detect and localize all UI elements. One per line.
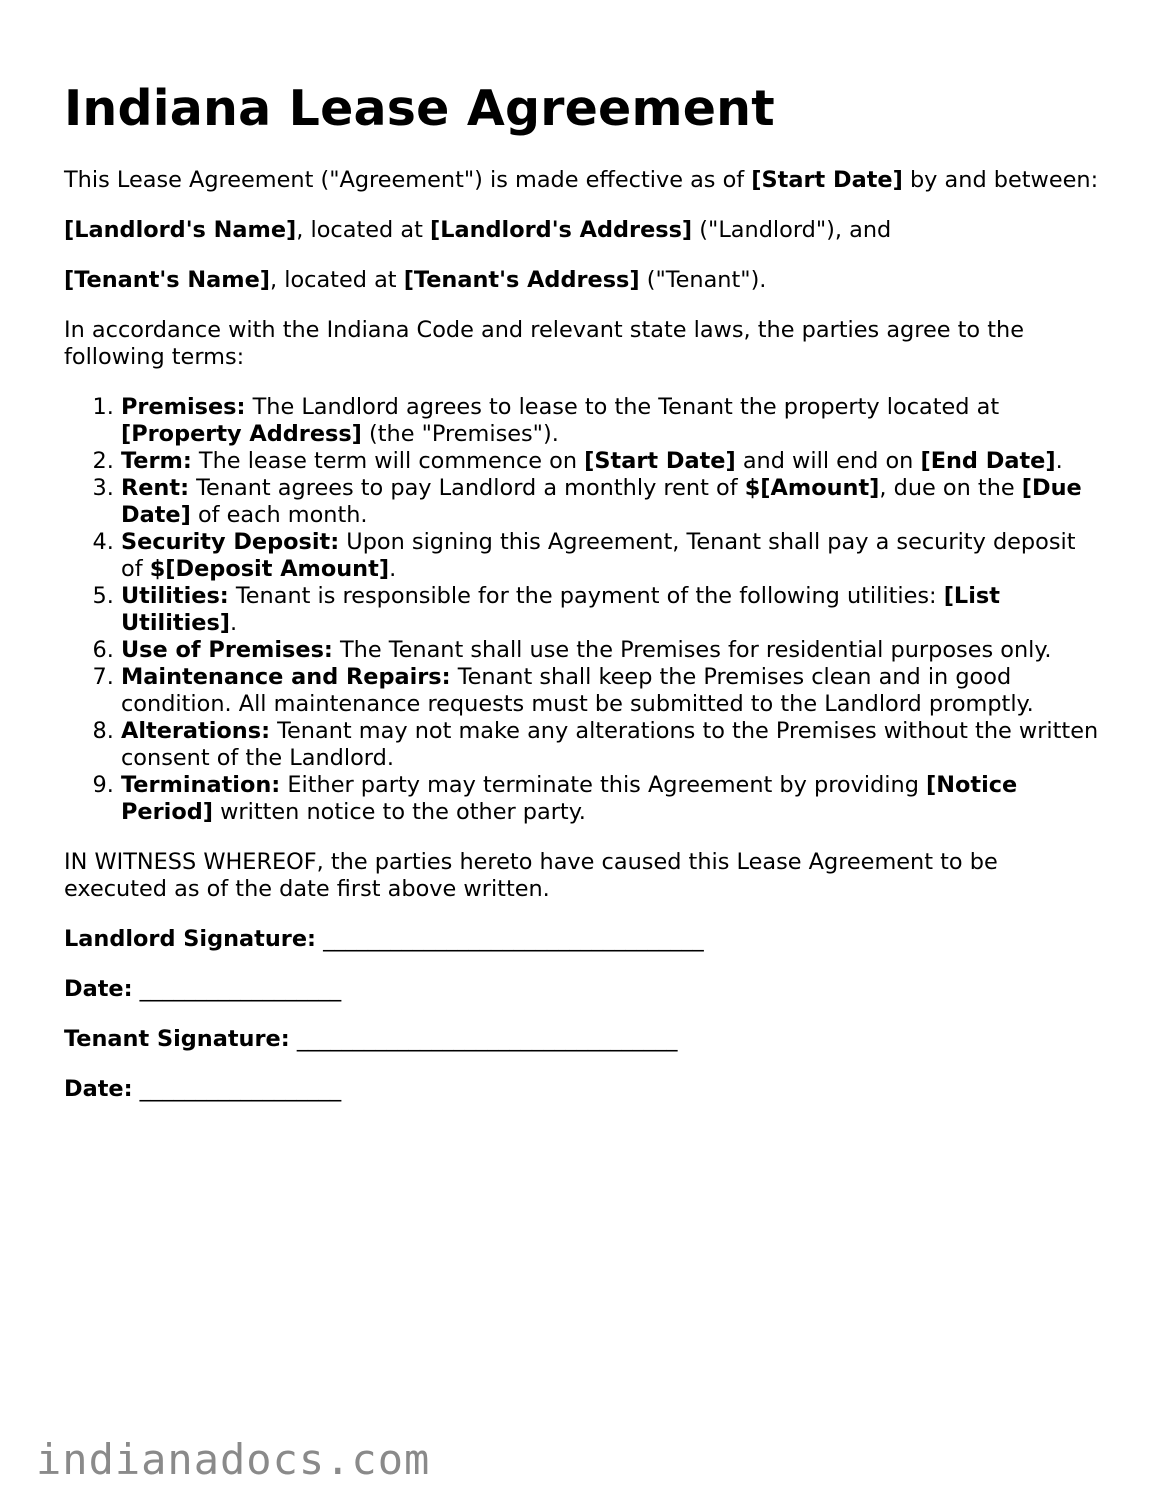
tenant-party-line: [Tenant's Name], located at [Tenant's Address] ("Tenant").: [64, 267, 767, 293]
tenant-name-placeholder: [Tenant's Name]: [64, 267, 270, 293]
intro-paragraph: This Lease Agreement ("Agreement") is made effective as of [Start Date] by and between:: [64, 167, 1099, 193]
term-use-of-premises: 6. Use of Premises: The Tenant shall use the Premises for residential purposes only.: [121, 637, 1104, 664]
term-security-deposit: 4. Security Deposit: Upon signing this Agreement, Tenant shall pay a security deposit of $[Deposit Amount].: [121, 529, 1104, 583]
term-utilities: 5. Utilities: Tenant is responsible for the payment of the following utilities: [List Utilities].: [121, 583, 1104, 637]
term-termination: 9. Termination: Either party may terminate this Agreement by providing [Notice Period] written notice to the other party.: [121, 772, 1104, 826]
tenant-address-placeholder: [Tenant's Address]: [403, 267, 640, 293]
tenant-signature-field[interactable]: __________________________________: [296, 1026, 678, 1052]
term-alterations: 8. Alterations: Tenant may not make any alterations to the Premises without the written consent of the Landlord.: [121, 718, 1104, 772]
landlord-signature-field[interactable]: __________________________________: [323, 926, 704, 952]
accordance-paragraph: In accordance with the Indiana Code and relevant state laws, the parties agree to the following terms:: [64, 317, 1024, 370]
tenant-date-line: Date: __________________: [64, 1076, 342, 1102]
term-maintenance: 7. Maintenance and Repairs: Tenant shall keep the Premises clean and in good condition. All maintenance requests must be submitted to the Landlord promptly.: [121, 664, 1104, 718]
tenant-signature-line: Tenant Signature: __________________________________: [64, 1026, 678, 1052]
landlord-signature-line: Landlord Signature: __________________________________: [64, 926, 704, 952]
start-date-placeholder: [Start Date]: [751, 167, 903, 193]
term-premises: 1. Premises: The Landlord agrees to lease to the Tenant the property located at [Property Address] (the "Premises").: [121, 394, 1104, 448]
terms-list: [64, 394, 1104, 826]
landlord-date-line: Date: __________________: [64, 976, 342, 1002]
landlord-name-placeholder: [Landlord's Name]: [64, 217, 297, 243]
watermark: indianadocs.com: [36, 1435, 431, 1484]
term-term: 2. Term: The lease term will commence on [Start Date] and will end on [End Date].: [121, 448, 1104, 475]
term-rent: 3. Rent: Tenant agrees to pay Landlord a monthly rent of $[Amount], due on the [Due Date] of each month.: [121, 475, 1104, 529]
landlord-address-placeholder: [Landlord's Address]: [429, 217, 693, 243]
landlord-party-line: [Landlord's Name], located at [Landlord's Address] ("Landlord"), and: [64, 217, 892, 243]
document-body: [64, 167, 1104, 1126]
witness-paragraph: IN WITNESS WHEREOF, the parties hereto have caused this Lease Agreement to be executed as of the date first above written.: [64, 849, 998, 902]
document-title: Indiana Lease Agreement: [64, 80, 775, 137]
landlord-date-field[interactable]: __________________: [139, 976, 342, 1002]
tenant-date-field[interactable]: __________________: [139, 1076, 342, 1102]
